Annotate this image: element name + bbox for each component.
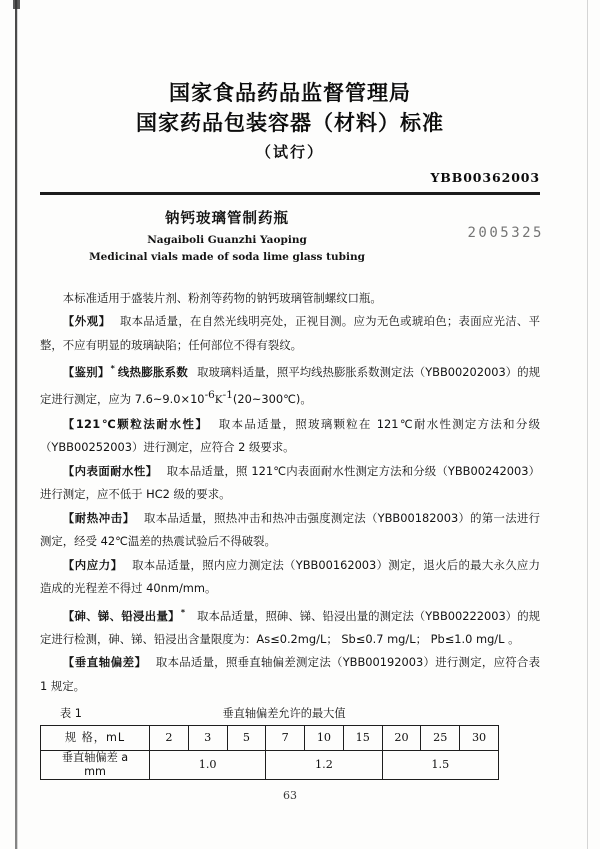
section-leaching-limits-text: 取本品适量，照砷、锑、铅浸出量的测定法（YBB00222003）的规定进行检测，砷、锑、铅浸出含量限度为：As≤0.2mg/L； Sb≤0.7 mg/L； Pb≤1.0 mg/L 。 [40,608,540,646]
product-title-english: Medicinal vials made of soda lime glass tubing [89,250,365,263]
table-row-specifications [41,726,499,751]
table-header-deviation-line2: mm [84,764,106,778]
section-appearance-text: 取本品适量，在自然光线明亮处，正视目测。应为无色或琥珀色；表面应光洁、平整，不应有明显的玻璃缺陷；任何部位不得有裂纹。 [40,314,540,352]
table-caption-row [40,705,540,723]
section-identification-subtitle: 线热膨胀系数 [117,364,189,379]
section-appearance-label: 【外观】 [62,314,111,328]
spec-cell-8: 30 [460,726,499,751]
section-leaching-limits-asterisk: * [180,607,186,617]
product-title-pinyin: Nagaiboli Guanzhi Yaoping [147,233,307,246]
section-vertical-axis-deviation [40,651,540,698]
section-identification-asterisk: * [110,364,115,373]
table-header-deviation-line1: 垂直轴偏差 a [61,750,129,764]
spec-cell-3: 7 [266,726,305,751]
spec-cell-7: 25 [421,726,460,751]
scope-paragraph: 本标准适用于盛装片剂、粉剂等药物的钠钙玻璃管制螺纹口瓶。 [62,290,382,305]
section-leaching-limits [40,601,540,652]
spec-cell-5: 15 [343,726,382,751]
section-thermal-shock-label: 【耐热冲击】 [62,510,135,525]
document-body [40,287,540,780]
document-code-row [40,170,540,190]
scan-edge-left-secondary [17,0,18,849]
deviation-value-group-0: 1.0 [150,750,266,779]
page-number: 63 [283,789,297,802]
section-identification-label: 【鉴别】 [62,364,110,379]
spec-cell-4: 10 [305,726,344,751]
section-inner-surface-water-resistance-label: 【内表面耐水性】 [62,463,158,478]
product-title-block [62,209,392,265]
agency-title-line-1: 国家食品药品监督管理局 [169,81,411,105]
table-row-deviation [41,750,499,779]
document-code: YBB00362003 [430,170,540,185]
section-thermal-shock [40,507,540,554]
expansion-exponent-2: -1 [222,389,233,402]
masthead [40,0,540,165]
table-header-specification: 规 格，mL [41,726,150,751]
standard-title-line-2: 国家药品包装容器（材料）标准 [136,111,444,135]
spec-cell-1: 3 [188,726,227,751]
scan-corner-mark [13,0,20,9]
section-vertical-axis-deviation-text: 取本品适量，照垂直轴偏差测定法（YBB00192003）进行测定，应符合表 1 规定。 [40,655,540,693]
table-number: 表 1 [60,707,82,721]
spec-cell-0: 2 [150,726,189,751]
spec-cell-2: 5 [227,726,266,751]
scan-edge-right [587,0,588,849]
section-granule-water-resistance-text: 取本品适量，照玻璃颗粒在 121℃耐水性测定方法和分级（YBB00252003）进行测定，应符合 2 级要求。 [40,416,541,455]
section-thermal-shock-text: 取本品适量，照热冲击和热冲击强度测定法（YBB00182003）的第一法进行测定，经受 42℃温差的热震试验后不得破裂。 [40,510,540,549]
archival-stamp-number: 2005325 [467,224,544,241]
section-identification [40,357,540,413]
product-title-chinese: 钠钙玻璃管制药瓶 [165,210,289,227]
page-content [40,0,544,849]
table-caption: 垂直轴偏差允许的最大值 [222,707,346,721]
section-inner-surface-water-resistance-text: 取本品适量，照 121℃内表面耐水性测定方法和分级（YBB00242003）进行测定，应不低于 HC2 级的要求。 [40,463,541,502]
section-leaching-limits-label: 【砷、锑、铅浸出量】 [62,608,180,623]
deviation-value-group-1: 1.2 [266,750,382,779]
deviation-value-group-2: 1.5 [382,750,498,779]
trial-designation: （试行） [255,143,324,161]
section-internal-stress-text: 取本品适量，照内应力测定法（YBB00162003）测定，退火后的最大永久应力造成的光程差不得过 40nm/mm。 [40,557,540,596]
section-identification-text-before: 取玻璃料适量，照平均线热膨胀系数测定法（YBB00202003）的规定进行测定，应为 7.6~9.0×10 [40,364,540,407]
section-inner-surface-water-resistance [40,460,540,507]
expansion-temperature-range: (20~300℃)。 [232,392,312,407]
product-title-zone [40,209,544,273]
section-internal-stress-label: 【内应力】 [62,557,123,572]
table-header-deviation [41,750,150,779]
header-rule [40,192,540,195]
expansion-unit-kelvin: K [214,394,223,407]
vertical-axis-deviation-table [40,725,499,780]
spec-cell-6: 20 [382,726,421,751]
section-vertical-axis-deviation-label: 【垂直轴偏差】 [62,655,147,670]
section-appearance [40,310,540,357]
section-internal-stress [40,554,540,601]
section-granule-water-resistance [40,413,540,460]
expansion-exponent-1: -6 [204,389,215,402]
section-granule-water-resistance-label: 【121℃颗粒法耐水性】 [62,416,209,431]
